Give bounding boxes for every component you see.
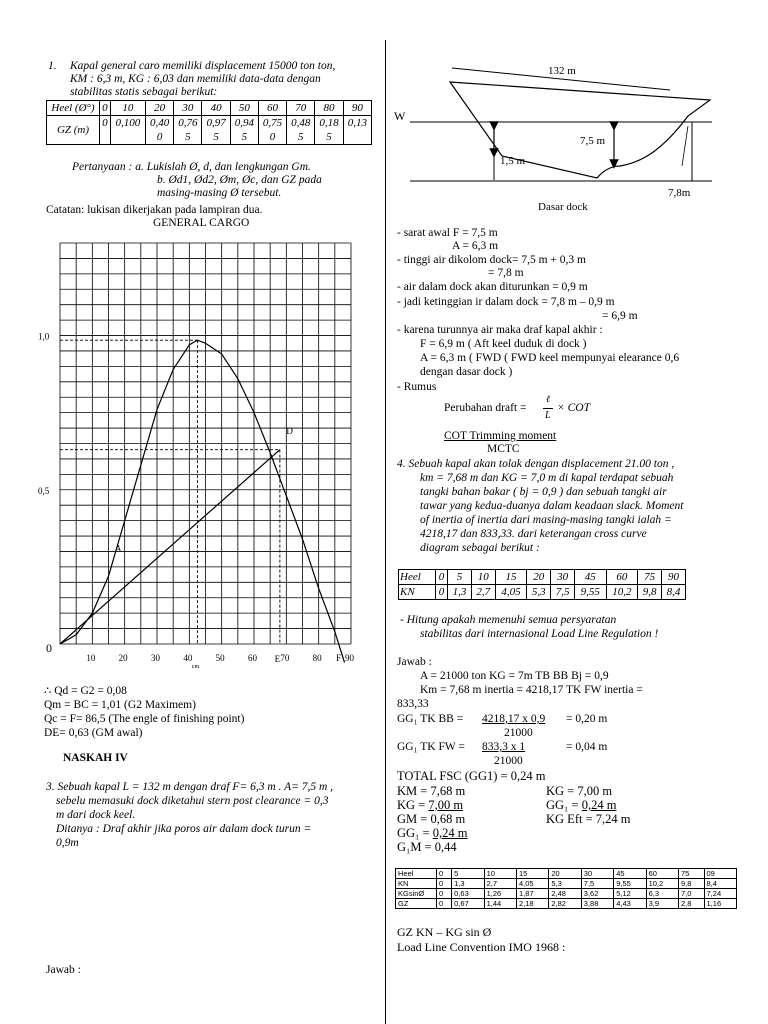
- x-unit-label: cm: [191, 664, 200, 670]
- table-cell: 6,3: [646, 889, 678, 899]
- table-cell: 5,3: [549, 879, 581, 889]
- y-tick-label: 1,0: [38, 331, 50, 342]
- table-cell: 10,2: [646, 879, 678, 889]
- calc-line: KG = 7,00 m: [397, 798, 464, 812]
- table-cell: 0: [100, 116, 111, 131]
- gg-bb-label: GG₁ TK BB =: [397, 713, 464, 725]
- table-cell: Heel: [399, 570, 436, 585]
- table-cell: 3,62: [581, 889, 613, 899]
- table-cell: [110, 130, 145, 145]
- table-cell: 60: [646, 869, 678, 879]
- gg-fw-numerator: 833,3 x 1: [482, 741, 526, 753]
- table-row: [396, 899, 737, 909]
- calc-line: KM = 7,68 m: [397, 784, 466, 798]
- table-cell: 5: [448, 570, 472, 585]
- answer-line: 833,33: [397, 698, 429, 710]
- table-cell: 30: [581, 869, 613, 879]
- table-cell: 1,16: [704, 899, 736, 909]
- table-cell: 0,40: [146, 116, 174, 131]
- pertanyaan-line: Pertanyaan : a. Lukislah Ø, d, dan lengkungan Gm.: [72, 161, 311, 173]
- table-cell: 20: [549, 869, 581, 879]
- table-cell: 30: [174, 101, 202, 116]
- table-cell: 0,48: [287, 116, 315, 131]
- table-cell: 1,87: [516, 889, 548, 899]
- table-cell: [100, 130, 111, 145]
- hitung-line: stabilitas dari internasional Load Line Regulation !: [420, 628, 659, 640]
- x-tick-label: 10: [86, 653, 96, 663]
- table-cell: KGsinØ: [396, 889, 437, 899]
- gg-fw-result: = 0,04 m: [566, 741, 608, 753]
- result-line: Qm = BC = 1,01 (G2 Maximem): [44, 699, 196, 711]
- stability-table: [46, 100, 372, 145]
- x-tick-label: 40: [183, 653, 193, 663]
- table-cell: 2,48: [549, 889, 581, 899]
- q1-line: Kapal general caro memiliki displacement 15000 ton ton,: [70, 60, 336, 72]
- table-cell: 50: [230, 101, 258, 116]
- table-cell: 7,0: [679, 889, 705, 899]
- x-tick-label: 60: [248, 653, 257, 663]
- result-line: DE= 0,63 (GM awal): [44, 727, 143, 739]
- table-cell: 0,63: [452, 889, 484, 899]
- table-cell: 5: [315, 130, 343, 145]
- gz-curve: [60, 340, 345, 662]
- table-cell: 0: [436, 570, 448, 585]
- table-cell: 0: [100, 101, 111, 116]
- solution-line: - tinggi air dikolom dock= 7,5 m + 0,3 m: [397, 254, 586, 266]
- table-cell: 0: [258, 130, 286, 145]
- dock-label: Dasar dock: [538, 201, 588, 213]
- table-cell: 2,8: [679, 899, 705, 909]
- table-cell: 40: [202, 101, 230, 116]
- table-cell: 0: [436, 585, 448, 600]
- depth-label: 7,5 m: [580, 135, 606, 147]
- q4-line: km = 7,68 m dan KG = 7,0 m di kapal terdapat sebuah: [420, 472, 674, 484]
- pertanyaan-line: masing-masing Ø tersebut.: [157, 187, 282, 199]
- q4-line: diagram sebagai berikut :: [420, 542, 540, 554]
- jawab-label: Jawab :: [397, 656, 432, 668]
- gg-fw-denominator: 21000: [494, 755, 523, 767]
- aft-label: 7,8m: [668, 187, 691, 199]
- point-label-f: F: [336, 653, 342, 663]
- table-cell: 15: [495, 570, 527, 585]
- answer-line: Km = 7,68 m inertia = 4218,17 TK FW inertia =: [420, 684, 643, 696]
- result-line: ∴ Qd = G2 = 0,08: [44, 685, 127, 697]
- graph-title: GENERAL CARGO: [153, 217, 250, 229]
- table-cell: 8,4: [662, 585, 686, 600]
- load-line-title: Load Line Convention IMO 1968 :: [397, 940, 566, 954]
- table-cell: 30: [551, 570, 575, 585]
- table-cell: 0,94: [230, 116, 258, 131]
- catatan: Catatan: lukisan dikerjakan pada lampiran dua.: [46, 204, 263, 216]
- stability-graph: [30, 230, 380, 670]
- table-cell: 9,55: [574, 585, 606, 600]
- table-cell: 1,44: [484, 899, 516, 909]
- gg-bb-numerator: 4218,17 x 0,9: [482, 713, 546, 725]
- formula-label: Perubahan draft =: [444, 402, 527, 414]
- q3-line: 0,9m: [56, 837, 79, 849]
- solution-line: - sarat awal F = 7,5 m: [397, 227, 498, 239]
- table-cell: 15: [516, 869, 548, 879]
- naskah-heading: NASKAH IV: [63, 752, 128, 764]
- heel-header: Heel (Ø°): [47, 101, 100, 116]
- table-cell: 0,76: [174, 116, 202, 131]
- kn-table: [398, 569, 686, 600]
- table-cell: 5: [452, 869, 484, 879]
- solution-line: A = 6,3 m: [452, 240, 499, 252]
- table-cell: 4,43: [614, 899, 646, 909]
- x-tick-label: 50: [215, 653, 225, 663]
- table-cell: 09: [704, 869, 736, 879]
- table-cell: 7,5: [551, 585, 575, 600]
- table-cell: 9,55: [614, 879, 646, 889]
- table-cell: 5: [174, 130, 202, 145]
- table-cell: 45: [614, 869, 646, 879]
- y-tick-label: 0: [46, 641, 52, 655]
- table-cell: 0: [437, 889, 452, 899]
- gg-bb-denominator: 21000: [504, 727, 533, 739]
- waterline-label: W: [394, 109, 406, 123]
- table-cell: 75: [679, 869, 705, 879]
- table-cell: 8,4: [704, 879, 736, 889]
- table-cell: 1,3: [452, 879, 484, 889]
- solution-line: A = 6,3 m ( FWD ( FWD keel mempunyai elearance 0,6: [420, 352, 680, 364]
- calc-line: KG = 7,00 m: [546, 784, 613, 798]
- gg-bb-result: = 0,20 m: [566, 713, 608, 725]
- q1-line: stabilitas statis sebagai berikut:: [70, 86, 218, 98]
- table-cell: 1,26: [484, 889, 516, 899]
- q3-line: sebelu memasuki dock diketahui stern post clearance = 0,3: [56, 795, 329, 807]
- q3-line: Ditanya : Draf akhir jika poros air dalam dock turun =: [56, 823, 312, 835]
- solution-line: = 6,9 m: [602, 310, 638, 322]
- table-cell: 60: [258, 101, 286, 116]
- solution-line: = 7,8 m: [488, 267, 524, 279]
- solution-line: - air dalam dock akan diturunkan = 0,9 m: [397, 281, 588, 293]
- jawab-label: Jawab :: [46, 964, 81, 976]
- table-cell: 10: [484, 869, 516, 879]
- table-cell: 10: [110, 101, 145, 116]
- table-cell: 0,100: [110, 116, 145, 131]
- table-cell: [343, 130, 371, 145]
- formula-denominator: L: [545, 410, 551, 421]
- hitung-line: - Hitung apakah memenuhi semua persyaratan: [400, 614, 617, 626]
- table-cell: 5,3: [527, 585, 551, 600]
- pertanyaan-line: b. Ød1, Ød2, Øm, Øc, dan GZ pada: [157, 174, 322, 186]
- table-cell: 0,67: [452, 899, 484, 909]
- table-cell: Heel: [396, 869, 437, 879]
- table-cell: 9,8: [638, 585, 662, 600]
- formula-numerator: ℓ: [546, 394, 551, 405]
- table-cell: 0: [437, 899, 452, 909]
- point-label-a: A: [114, 543, 122, 554]
- table-cell: KN: [396, 879, 437, 889]
- calc-line: G₁M = 0,44: [397, 840, 457, 854]
- table-row: [396, 869, 737, 879]
- length-label: 132 m: [548, 65, 576, 77]
- total-fsc: TOTAL FSC (GG1) = 0,24 m: [397, 769, 546, 783]
- column-divider: [385, 40, 386, 1024]
- table-cell: 2,82: [549, 899, 581, 909]
- table-cell: 2,7: [471, 585, 495, 600]
- result-line: Qc = F= 86,5 (The engle of finishing point): [44, 713, 245, 725]
- solution-line: dengan dasar dock ): [420, 366, 513, 378]
- table-row: [396, 879, 737, 889]
- table-cell: 20: [146, 101, 174, 116]
- table-cell: 0,97: [202, 116, 230, 131]
- table-cell: 0: [437, 879, 452, 889]
- table-cell: 7,24: [704, 889, 736, 899]
- table-cell: 5: [202, 130, 230, 145]
- table-cell: 4,05: [495, 585, 527, 600]
- gz-calculation-table: [395, 868, 737, 909]
- point-label-d: D: [286, 426, 293, 437]
- table-cell: 2,7: [484, 879, 516, 889]
- x-tick-label: 80: [312, 653, 322, 663]
- answer-line: A = 21000 ton KG = 7m TB BB Bj = 0,9: [420, 670, 609, 682]
- gg-fw-label: GG₁ TK FW =: [397, 741, 465, 753]
- x-tick-label: 90: [345, 653, 354, 663]
- mctc-label: MCTC: [487, 443, 520, 455]
- calc-line: GG₁ = 0,24 m: [546, 798, 617, 812]
- table-cell: 70: [287, 101, 315, 116]
- q4-line: tawar yang kedua-duanya dalam keadaan slack. Moment: [420, 500, 684, 512]
- table-cell: 80: [315, 101, 343, 116]
- fraction-bar: [543, 408, 553, 409]
- table-cell: 7,5: [581, 879, 613, 889]
- q4-line: of inertia of inertia dari masing-masing tangki ialah =: [420, 514, 672, 526]
- table-cell: 3,9: [646, 899, 678, 909]
- table-cell: 0,75: [258, 116, 286, 131]
- q3-line: 3. Sebuah kapal L = 132 m dengan draf F= 6,3 m . A= 7,5 m ,: [46, 781, 334, 793]
- table-cell: 1,3: [448, 585, 472, 600]
- q3-line: m dari dock keel.: [56, 809, 136, 821]
- solution-line: - Rumus: [397, 381, 437, 393]
- table-cell: 3,88: [581, 899, 613, 909]
- table-cell: 5: [287, 130, 315, 145]
- table-cell: 10: [471, 570, 495, 585]
- table-cell: 20: [527, 570, 551, 585]
- table-cell: 60: [606, 570, 638, 585]
- table-cell: 10,2: [606, 585, 638, 600]
- solution-line: - jadi ketinggian ir dalam dock = 7,8 m – 0,9 m: [397, 296, 615, 308]
- cot-label: COT Trimming moment: [444, 430, 557, 442]
- gz-formula: GZ KN – KG sin Ø: [397, 925, 492, 939]
- solution-line: F = 6,9 m ( Aft keel duduk di dock ): [420, 338, 587, 350]
- table-cell: 5: [230, 130, 258, 145]
- gm-line: [60, 450, 280, 644]
- table-cell: 5,12: [614, 889, 646, 899]
- gz-header: GZ (m): [47, 116, 100, 145]
- table-row: [396, 889, 737, 899]
- q1-line: KM : 6,3 m, KG : 6,03 dan memiliki data-data dengan: [70, 73, 321, 85]
- table-cell: 90: [662, 570, 686, 585]
- calc-line: GM = 0,68 m: [397, 812, 466, 826]
- table-cell: 90: [343, 101, 371, 116]
- table-cell: 0: [437, 869, 452, 879]
- table-cell: 0,18: [315, 116, 343, 131]
- q4-line: 4. Sebuah kapal akan tolak dengan displacement 21.00 ton ,: [397, 458, 675, 470]
- calc-line: GG₁ = 0,24 m: [397, 826, 468, 840]
- ship-dock-diagram: [392, 56, 722, 216]
- q1-number: 1.: [48, 60, 57, 72]
- x-tick-label: 70: [280, 653, 290, 663]
- q4-line: 4218,17 dan 833,33. dari keterangan cross curve: [420, 528, 647, 540]
- x-tick-label: 30: [151, 653, 160, 663]
- table-cell: 4,05: [516, 879, 548, 889]
- table-cell: 75: [638, 570, 662, 585]
- point-label-e: E: [274, 654, 281, 664]
- table-cell: 45: [574, 570, 606, 585]
- x-tick-label: 20: [118, 653, 128, 663]
- formula-tail: × COT: [557, 402, 591, 414]
- clearance-label: 1,5 m: [500, 155, 526, 167]
- calc-line: KG Eft = 7,24 m: [546, 812, 631, 826]
- table-cell: 2,18: [516, 899, 548, 909]
- table-cell: GZ: [396, 899, 437, 909]
- y-tick-label: 0,5: [38, 485, 50, 496]
- table-cell: 0: [146, 130, 174, 145]
- table-cell: KN: [399, 585, 436, 600]
- table-cell: 9,8: [679, 879, 705, 889]
- table-cell: 0,13: [343, 116, 371, 131]
- solution-line: - karena turunnya air maka draf kapal akhir :: [397, 324, 603, 336]
- q4-line: tangki bahan bakar ( bj = 0,9 ) dan sebuah tangki air: [420, 486, 667, 498]
